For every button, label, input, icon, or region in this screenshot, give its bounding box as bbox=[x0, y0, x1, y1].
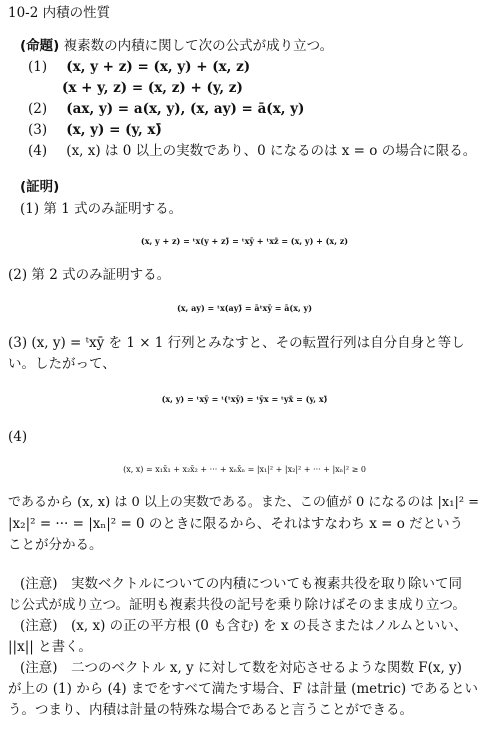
note-2-line-2: ||x|| と書く。 bbox=[8, 639, 92, 655]
proof-part-3-line-1: (3) (x, y) = ᵗxȳ を 1 × 1 行列とみなすと、その転置行列は自分自身と等し bbox=[8, 335, 465, 351]
item-number: (4) bbox=[28, 143, 48, 159]
proposition-label: (命題) bbox=[20, 38, 60, 54]
proof-part-3-line-2: い。したがって、 bbox=[8, 356, 116, 372]
note-1-line-2: じ公式が成り立つ。証明も複素共役の記号を乗り除けばそのまま成り立つ。 bbox=[8, 597, 466, 613]
proof-part-4-line-3: ことが分かる。 bbox=[8, 537, 103, 553]
proposition-item-4 bbox=[28, 142, 476, 160]
proof-part-1-equation: (x, y + z) = ᵗx(y + z)̄ = ᵗxȳ + ᵗxz̄ = (x, y) + (x, z) bbox=[140, 236, 349, 246]
item-number: (1) bbox=[28, 59, 48, 75]
proof-part-4-line-1: であるから (x, x) は 0 以上の実数である。また、この値が 0 になるのは |x₁|² = bbox=[8, 495, 480, 510]
formula: (x + y, z) = (x, z) + (y, z) bbox=[62, 80, 243, 96]
proof-label: (証明) bbox=[20, 179, 60, 195]
proof-part-4-line-2: |x₂|² = ··· = |xₙ|² = 0 のときに限るから、それはすなわち x = o だという bbox=[8, 516, 464, 532]
proposition-item-1b bbox=[62, 79, 243, 97]
formula: (x, y) = (y, x)̄ bbox=[66, 122, 162, 138]
proposition-intro-line bbox=[20, 37, 333, 55]
note-1-line-1: (注意) 実数ベクトルについての内積についても複素共役を取り除いて同 bbox=[20, 576, 462, 592]
note-3-line-3: う。つまり、内積は計量の特殊な場合であると言うことができる。 bbox=[8, 702, 413, 718]
section-heading: 10-2 内積の性質 bbox=[8, 5, 111, 21]
proof-part-1-intro: (1) 第 1 式のみ証明する。 bbox=[20, 201, 183, 217]
item-number: (2) bbox=[28, 101, 48, 117]
proof-part-3-equation: (x, y) = ᵗxȳ = ᵗ(ᵗxȳ) = ᵗȳx = ᵗyx̄ = (y, x)̄ bbox=[161, 394, 328, 404]
note-3-line-2: が上の (1) から (4) までをすべて満たす場合、F は計量 (metric) であるとい bbox=[8, 681, 478, 697]
proposition-item-2 bbox=[28, 100, 304, 118]
proof-part-4-equation: (x, x) = x₁x̄₁ + x₂x̄₂ + ··· + xₙx̄ₙ = |x₁|² + |x₂|² + ··· + |xₙ|² ≥ 0 bbox=[123, 465, 366, 474]
formula: (x, y + z) = (x, y) + (x, z) bbox=[66, 59, 251, 75]
proposition-item-3 bbox=[28, 121, 162, 139]
proposition-item-1 bbox=[28, 58, 250, 76]
proof-part-2-intro: (2) 第 2 式のみ証明する。 bbox=[8, 267, 171, 283]
note-2-line-1: (注意) (x, x) の正の平方根 (0 も含む) を x の長さまたはノルムといい、 bbox=[20, 618, 468, 634]
item-number: (3) bbox=[28, 122, 48, 138]
proof-part-4-label: (4) bbox=[8, 429, 28, 445]
formula: (ax, y) = a(x, y), (x, ay) = ā(x, y) bbox=[66, 101, 305, 117]
note-3-line-1: (注意) 二つのベクトル x, y に対して数を対応させるような関数 F(x, y) bbox=[20, 660, 462, 676]
proof-part-2-equation: (x, ay) = ᵗx(ay)̄ = āᵗxȳ = ā(x, y) bbox=[176, 303, 312, 313]
item-text: (x, x) は 0 以上の実数であり、0 になるのは x = o の場合に限る。 bbox=[66, 143, 477, 159]
proposition-intro: 複素数の内積に関して次の公式が成り立つ。 bbox=[63, 38, 334, 54]
